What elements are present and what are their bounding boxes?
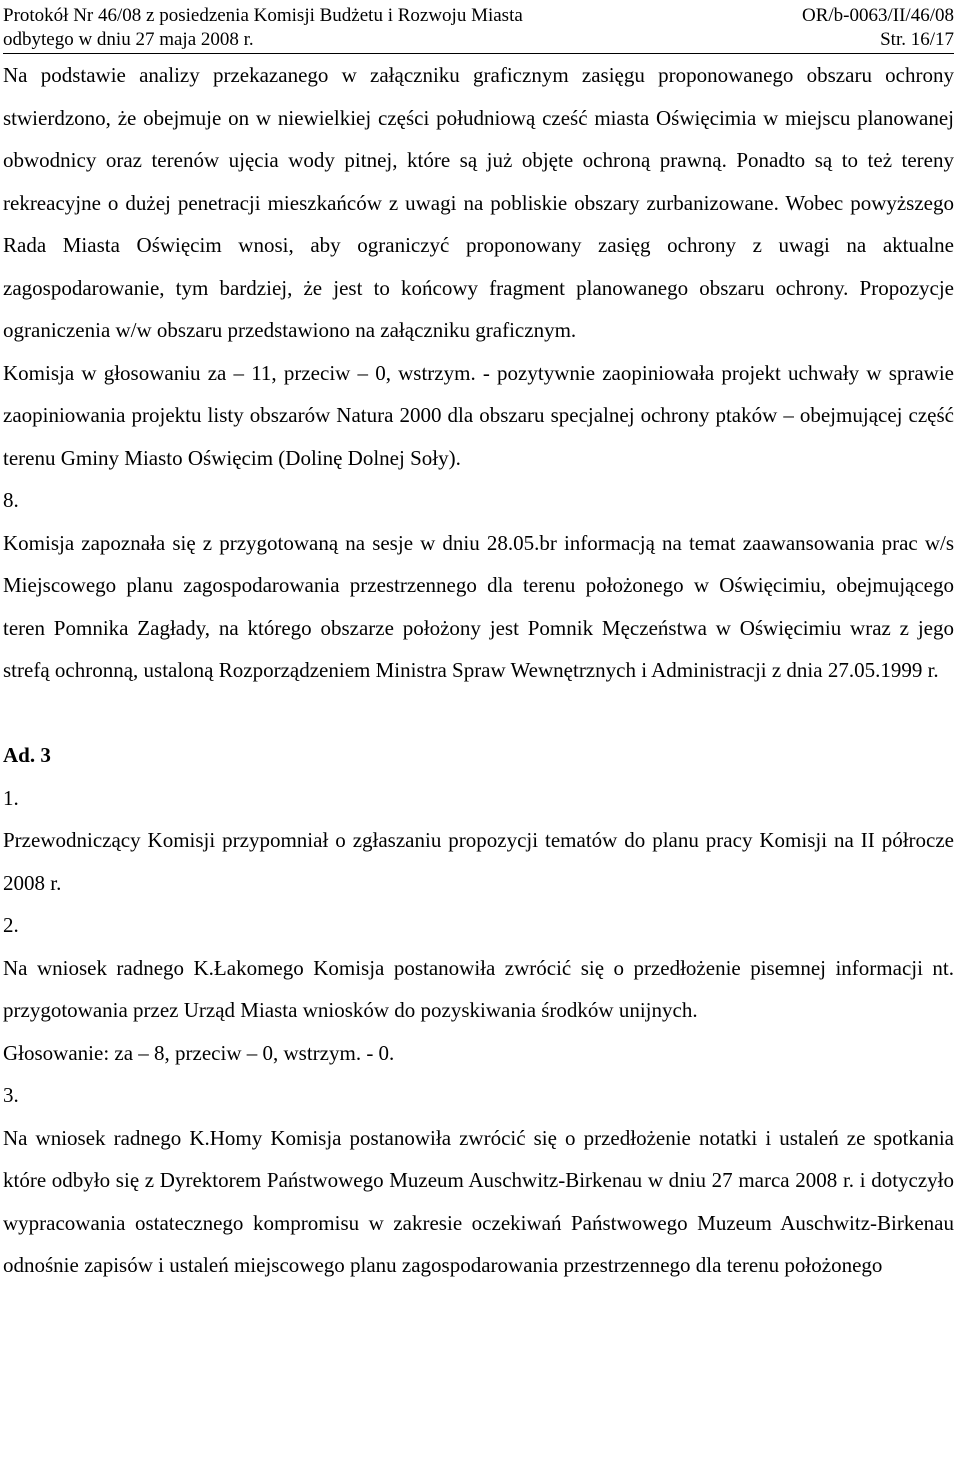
item-number-8: 8. (3, 488, 19, 512)
paragraph-vote-result: Głosowanie: za – 8, przeciw – 0, wstrzym. - 0. (3, 1040, 395, 1065)
meeting-date: odbytego w dniu 27 maja 2008 r. (3, 29, 254, 50)
item-number-1: 1. (3, 785, 19, 810)
section-heading-ad3: Ad. 3 (3, 742, 51, 767)
paragraph-eu-funds-request: Na wniosek radnego K.Łakomego Komisja postanowiła zwrócić się o przedłożenie pisemnej informacji nt. przygotowania przez Urząd Miasta wniosków do pozyskiwania środków unijnych. (3, 955, 954, 1022)
paragraph-work-plan-reminder: Przewodniczący Komisji przypomniał o zgłaszaniu propozycji tematów do planu pracy Komisji na II półrocze 2008 r. (3, 828, 954, 895)
item-number-3: 3. (3, 1083, 19, 1107)
page-header (3, 0, 954, 54)
paragraph-vote-natura: Komisja w głosowaniu za – 11, przeciw – 0, wstrzym. - pozytywnie zaopiniowała projekt uchwały w sprawie zaopiniowania projektu listy obszarów Natura 2000 dla obszaru specjalnej ochrony ptaków – obejmującej część terenu Gminy Miasto Oświęcim (Dolinę Dolnej Soły). (3, 360, 954, 470)
protocol-title: Protokół Nr 46/08 z posiedzenia Komisji Budżetu i Rozwoju Miasta (3, 5, 523, 26)
section-spacer (3, 692, 954, 734)
paragraph-local-plan-info: Komisja zapoznała się z przygotowaną na sesje w dniu 28.05.br informacją na temat zaawansowania prac w/s Miejscowego planu zagospodarowania przestrzennego dla terenu położonego w Oświęcimiu, obejmującego teren Pomnika Zagłady, na którego obszarze położony jest Pomnik Męczeństwa w Oświęcimiu wraz z jego strefą ochronną, ustaloną Rozporządzeniem Ministra Spraw Wewnętrznych i Administracji z dnia 27.05.1999 r. (3, 530, 954, 682)
item-number-2: 2. (3, 913, 19, 937)
document-reference: OR/b-0063/II/46/08 (802, 5, 954, 26)
document-page (3, 0, 954, 1277)
page-number: Str. 16/17 (880, 29, 954, 50)
paragraph-museum-meeting-request: Na wniosek radnego K.Homy Komisja postanowiła zwrócić się o przedłożenie notatki i ustaleń ze spotkania które odbyło się z Dyrektorem Państwowego Muzeum Auschwitz-Birkenau w dniu 27 marca 2008 r. i dotyczyło wypracowania ostatecznego kompromisu w zakresie oczekiwań Państwowego Muzeum Auschwitz-Birkenau odnośnie zapisów i ustaleń miejscowego planu zagospodarowania przestrzennego dla terenu położonego (3, 1125, 954, 1277)
document-body (3, 53, 954, 1287)
paragraph-natura-analysis: Na podstawie analizy przekazanego w załączniku graficznym zasięgu proponowanego obszaru ochrony stwierdzono, że obejmuje on w niewielkiej części południową cześć miasta Oświęcimia w miejscu planowanej obwodnicy oraz terenów ujęcia wody pitnej, które są już objęte ochroną prawną. Ponadto są to też tereny rekreacyjne o dużej penetracji mieszkańców z uwagi na pobliskie obszary zurbanizowane. Wobec powyższego Rada Miasta Oświęcim wnosi, aby ograniczyć proponowany zasięg ochrony z uwagi na aktualne zagospodarowanie, tym bardziej, że jest to końcowy fragment planowanego obszaru ochrony. Propozycje ograniczenia w/w obszaru przedstawiono na załączniku graficznym. (3, 63, 954, 342)
